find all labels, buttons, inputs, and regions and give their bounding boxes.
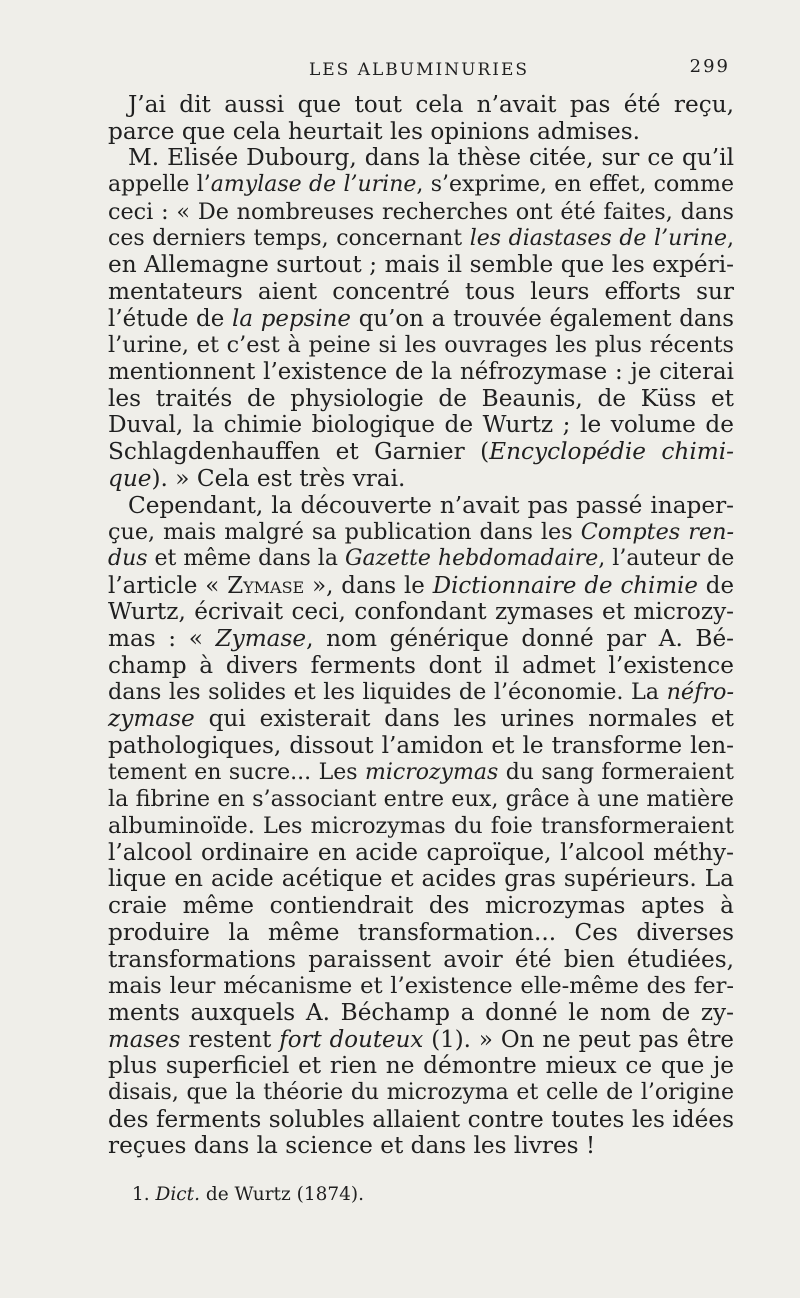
- text-line: les traités de physiologie de Beaunis, de Küss et: [108, 384, 734, 412]
- footnote-dict: Dict.: [155, 1184, 200, 1205]
- text-line: en Allemagne surtout ; mais il semble que les expéri-: [108, 251, 734, 279]
- text-line: produire la même transformation... Ces diverses: [108, 918, 734, 946]
- text-line: champ à divers ferments dont il admet l’existence: [108, 651, 734, 679]
- text-line: l’étude de la pepsine qu’on a trouvée également dans: [108, 305, 734, 332]
- text-line: zymase qui existerait dans les urines normales et: [108, 705, 734, 733]
- text-line: J’ai dit aussi que tout cela n’avait pas été reçu,: [128, 91, 734, 118]
- text-line: Wurtz, écrivait ceci, confondant zymases et microzy-: [108, 598, 734, 626]
- text-line: pathologiques, dissout l’amidon et le transforme len-: [108, 731, 734, 759]
- text-line: transformations paraissent avoir été bien étudiées,: [108, 945, 734, 973]
- text-line: plus superficiel et rien ne démontre mieux ce que je: [108, 1052, 734, 1080]
- text-line: ces derniers temps, concernant les diastases de l’urine,: [108, 225, 735, 251]
- page-number: 299: [689, 56, 730, 77]
- text-line: tement en sucre... Les microzymas du sang formeraient: [108, 759, 734, 785]
- text-line: M. Elisée Dubourg, dans la thèse citée, sur ce qu’il: [128, 144, 734, 172]
- footnote-text: de Wurtz (1874).: [199, 1184, 365, 1205]
- text-line: mentionnent l’existence de la néfrozymase : je citerai: [108, 359, 734, 386]
- footnote-number: 1.: [132, 1184, 150, 1205]
- text-line: la fibrine en s’associant entre eux, grâce à une matière: [108, 786, 734, 813]
- text-line: mas : « Zymase, nom générique donné par A. Bé-: [108, 625, 734, 653]
- text-line: disais, que la théorie du microzyma et celle de l’origine: [108, 1080, 734, 1106]
- text-line: parce que cela heurtait les opinions admises.: [108, 117, 641, 145]
- text-line: reçues dans la science et dans les livres !: [108, 1132, 596, 1160]
- text-line: mases restent fort douteux (1). » On ne peut pas être: [108, 1026, 734, 1053]
- text-line: lique en acide acétique et acides gras supérieurs. La: [108, 865, 734, 893]
- text-line: ments auxquels A. Béchamp a donné le nom de zy-: [108, 998, 734, 1026]
- page-header: [108, 56, 730, 86]
- text-line: mais leur mécanisme et l’existence elle-même des fer-: [108, 973, 734, 1000]
- text-line: dans les solides et les liquides de l’économie. La néfro-: [108, 679, 734, 706]
- running-title: LES ALBUMINURIES: [308, 60, 530, 80]
- text-line: que). » Cela est très vrai.: [108, 464, 406, 492]
- text-line: Cependant, la découverte n’avait pas passé inaper-: [128, 491, 734, 519]
- text-line: l’article « Zymase », dans le Dictionnaire de chimie de: [108, 572, 735, 599]
- text-line: ceci : « De nombreuses recherches ont été faites, dans: [108, 198, 734, 225]
- text-line: Schlagdenhauffen et Garnier (Encyclopédie chimi-: [108, 438, 734, 466]
- text-line: appelle l’amylase de l’urine, s’exprime, en effet, comme: [108, 172, 734, 198]
- text-line: l’alcool ordinaire en acide caproïque, l’alcool méthy-: [108, 838, 734, 866]
- body-text: [108, 92, 734, 1160]
- text-line: dus et même dans la Gazette hebdomadaire, l’auteur de: [108, 545, 735, 571]
- text-line: craie même contiendrait des microzymas aptes à: [108, 892, 734, 920]
- text-line: l’urine, et c’est à peine si les ouvrages les plus récents: [108, 332, 734, 359]
- text-line: des ferments solubles allaient contre toutes les idées: [108, 1105, 734, 1133]
- text-line: çue, mais malgré sa publication dans les Comptes ren-: [108, 519, 734, 546]
- text-line: albuminoïde. Les microzymas du foie transformeraient: [108, 812, 734, 839]
- text-line: mentateurs aient concentré tous leurs efforts sur: [108, 277, 734, 305]
- footnote: [132, 1184, 364, 1205]
- text-line: Duval, la chimie biologique de Wurtz ; le volume de: [108, 411, 734, 439]
